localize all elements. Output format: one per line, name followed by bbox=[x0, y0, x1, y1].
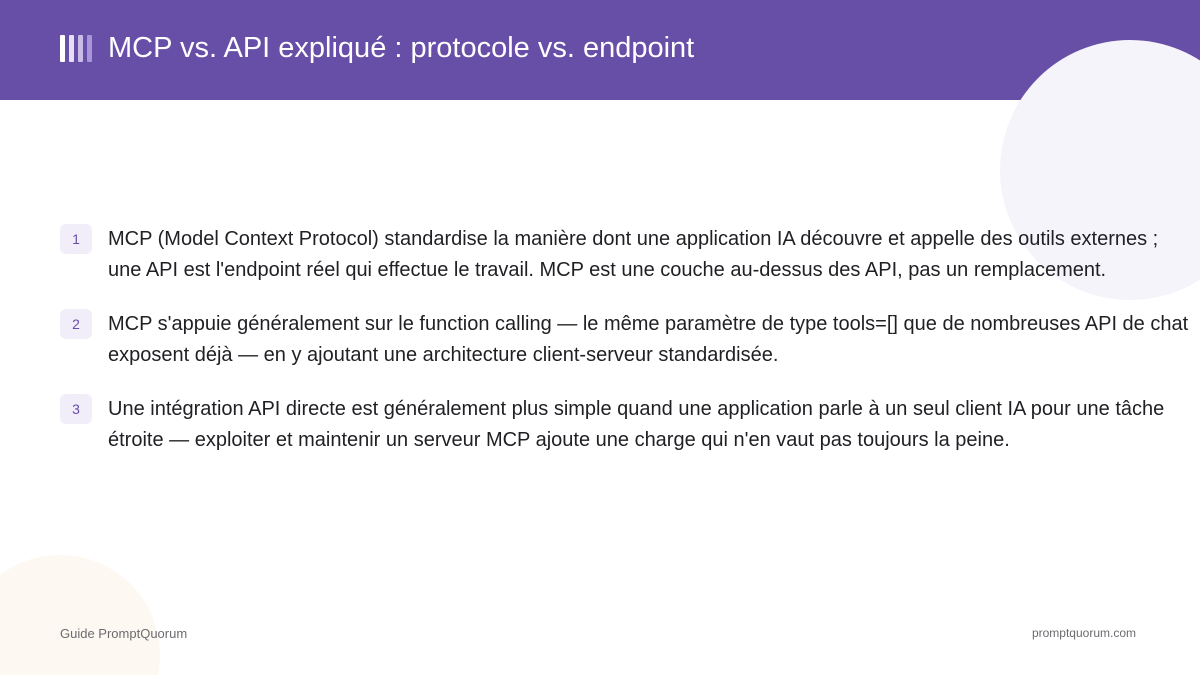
page-title: MCP vs. API expliqué : protocole vs. endpoint bbox=[108, 32, 695, 64]
point-text: MCP (Model Context Protocol) standardise la manière dont une application IA découvre et appelle des outils externes ; une API est l'endpoint réel qui effectue le travail. MCP est une couche au-dessus des API, pas un remplacement. bbox=[108, 228, 1159, 281]
vertical-bars-icon bbox=[60, 35, 94, 62]
point-text: Une intégration API directe est généralement plus simple quand une application parle à un seul client IA pour une tâche étroite — exploiter et maintenir un serveur MCP ajoute une charge qui n'en vaut pas toujours la peine. bbox=[108, 398, 1165, 451]
key-points-list bbox=[60, 224, 1200, 455]
list-item bbox=[60, 394, 1200, 455]
point-text: MCP s'appuie généralement sur le function calling — le même paramètre de type tools=[] que de nombreuses API de chat exposent déjà — en y ajoutant une architecture client-serveur standardisée. bbox=[108, 313, 1189, 366]
header-bar bbox=[0, 0, 1200, 100]
footer-brand: Guide PromptQuorum bbox=[60, 626, 188, 641]
footer-url[interactable]: promptquorum.com bbox=[1031, 626, 1136, 640]
number-badge: 3 bbox=[60, 394, 92, 424]
decorative-circle bbox=[0, 555, 160, 675]
list-item bbox=[60, 224, 1200, 285]
list-item bbox=[60, 309, 1200, 370]
number-badge: 2 bbox=[60, 309, 92, 339]
number-badge: 1 bbox=[60, 224, 92, 254]
